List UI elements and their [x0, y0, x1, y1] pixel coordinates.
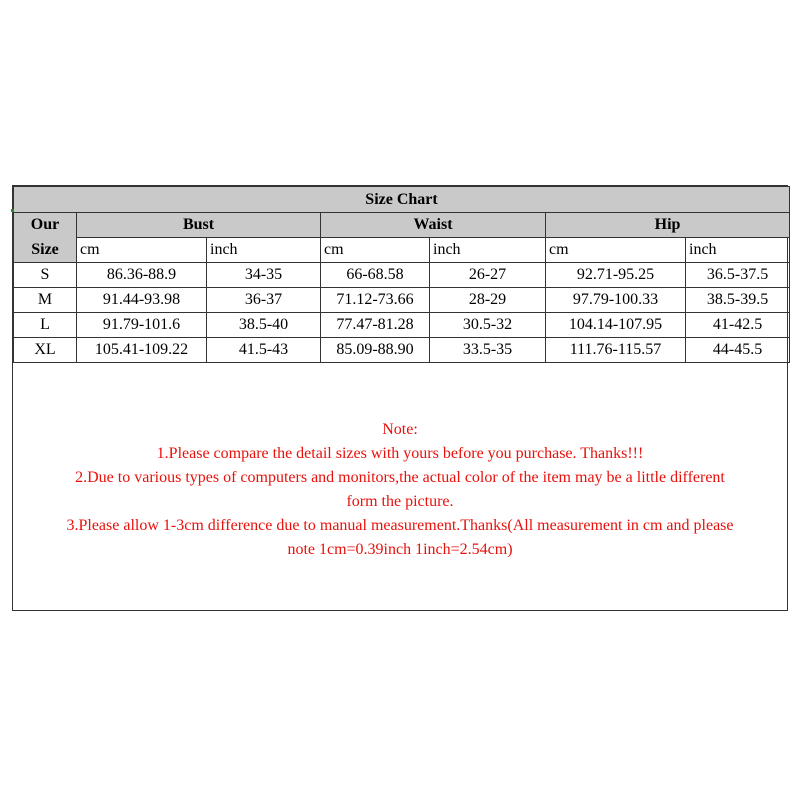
bust-inch-cell: 41.5-43: [207, 338, 321, 363]
size-header-bottom: Size: [14, 238, 77, 263]
hip-cm-cell: 92.71-95.25: [546, 263, 686, 288]
group-header-row: [14, 213, 790, 238]
bust-header: Bust: [77, 213, 321, 238]
hip-cm-cell: 104.14-107.95: [546, 313, 686, 338]
unit-waist-inch: inch: [430, 238, 546, 263]
size-cell: XL: [14, 338, 77, 363]
note-line: 2.Due to various types of computers and monitors,the actual color of the item may be a little different: [75, 469, 725, 486]
waist-cm-cell: 85.09-88.90: [321, 338, 430, 363]
size-cell: L: [14, 313, 77, 338]
note-line: note 1cm=0.39inch 1inch=2.54cm): [287, 541, 513, 558]
hip-cm-cell: 111.76-115.57: [546, 338, 686, 363]
hip-inch-cell: 44-45.5: [686, 338, 790, 363]
waist-inch-cell: 26-27: [430, 263, 546, 288]
size-chart-table: [13, 186, 790, 363]
bust-cm-cell: 91.79-101.6: [77, 313, 207, 338]
notes-block: [12, 418, 788, 562]
hip-header: Hip: [546, 213, 790, 238]
note-line: 1.Please compare the detail sizes with yours before you purchase. Thanks!!!: [156, 445, 644, 462]
hip-inch-cell: 41-42.5: [686, 313, 790, 338]
unit-hip-cm: cm: [546, 238, 686, 263]
size-header-top: Our: [14, 213, 77, 238]
waist-header: Waist: [321, 213, 546, 238]
table-row: [14, 288, 790, 313]
bust-cm-cell: 91.44-93.98: [77, 288, 207, 313]
hip-inch-cell: 38.5-39.5: [686, 288, 790, 313]
unit-bust-inch: inch: [207, 238, 321, 263]
waist-cm-cell: 71.12-73.66: [321, 288, 430, 313]
waist-cm-cell: 77.47-81.28: [321, 313, 430, 338]
unit-hip-inch: inch: [686, 238, 790, 263]
bust-cm-cell: 105.41-109.22: [77, 338, 207, 363]
unit-waist-cm: cm: [321, 238, 430, 263]
bust-cm-cell: 86.36-88.9: [77, 263, 207, 288]
hip-inch-cell: 36.5-37.5: [686, 263, 790, 288]
chart-title: Size Chart: [14, 187, 790, 213]
table-row: [14, 263, 790, 288]
note-heading: Note:: [382, 421, 418, 438]
size-cell: S: [14, 263, 77, 288]
waist-inch-cell: 33.5-35: [430, 338, 546, 363]
unit-bust-cm: cm: [77, 238, 207, 263]
size-cell: M: [14, 288, 77, 313]
waist-inch-cell: 30.5-32: [430, 313, 546, 338]
bust-inch-cell: 38.5-40: [207, 313, 321, 338]
hip-cm-cell: 97.79-100.33: [546, 288, 686, 313]
table-row: [14, 313, 790, 338]
unit-header-row: [14, 238, 790, 263]
bust-inch-cell: 36-37: [207, 288, 321, 313]
bust-inch-cell: 34-35: [207, 263, 321, 288]
note-line: 3.Please allow 1-3cm difference due to manual measurement.Thanks(All measurement in cm and please: [66, 517, 734, 534]
note-line: form the picture.: [346, 493, 454, 510]
waist-cm-cell: 66-68.58: [321, 263, 430, 288]
cell-corner-marker: [11, 209, 14, 212]
waist-inch-cell: 28-29: [430, 288, 546, 313]
title-row: [14, 187, 790, 213]
table-row: [14, 338, 790, 363]
